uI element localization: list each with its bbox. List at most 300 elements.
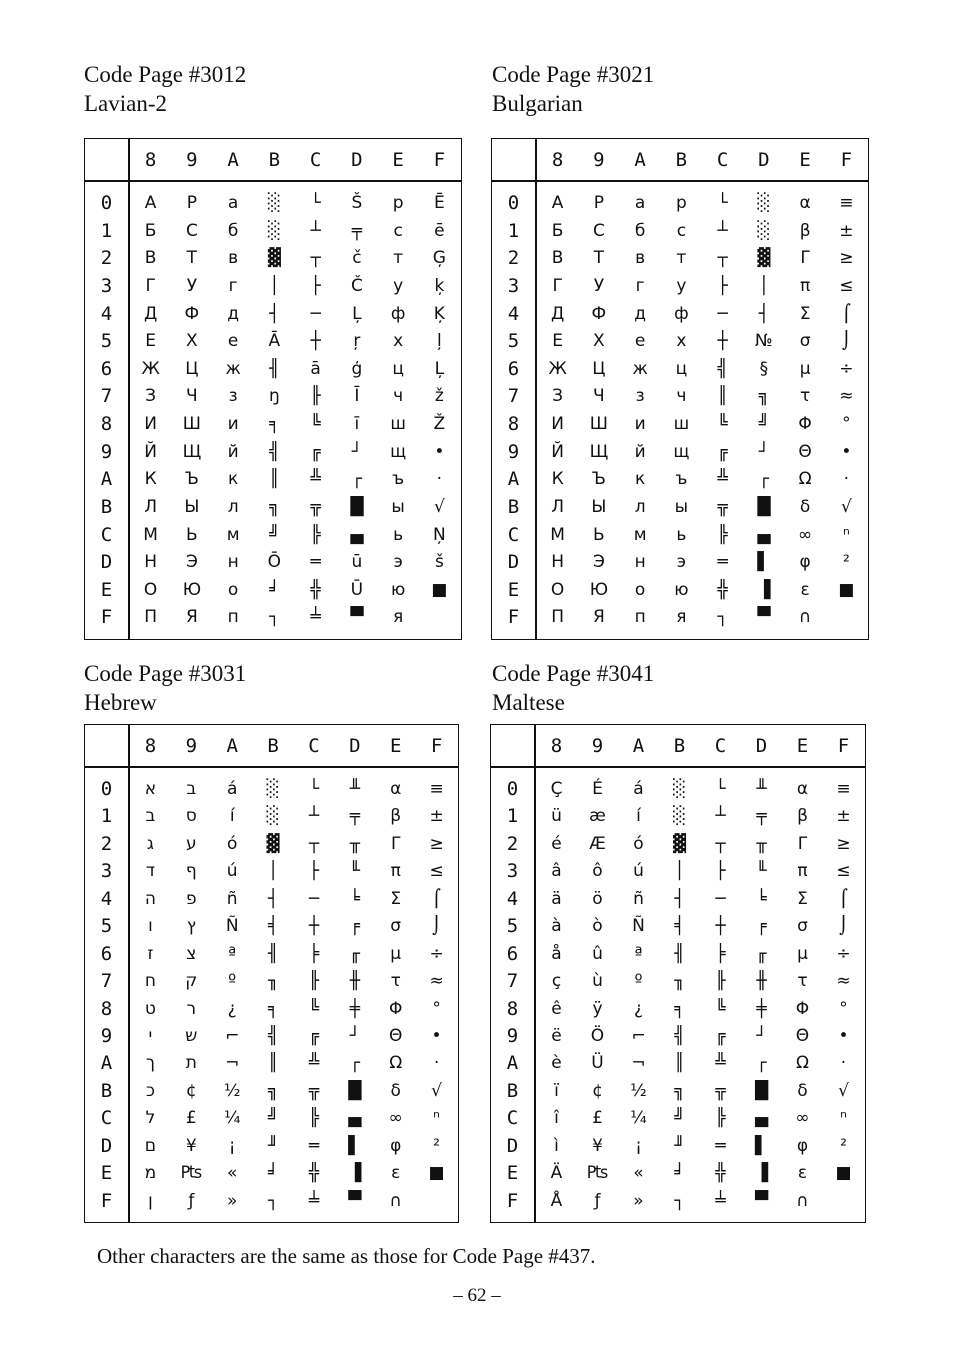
character-cell: ╩ [308,1053,320,1074]
character-cell: ╩ [717,469,728,490]
character-cell: Ч [593,386,605,407]
character-cell: ╔ [717,441,728,462]
character-cell: ъ [392,469,405,490]
character-cell: █ [754,1080,769,1101]
character-cell: ╜ [674,1135,685,1156]
character-cell: û [592,943,603,964]
character-cell: Σ [797,888,808,909]
character-cell: ù [592,971,603,992]
character-cell: ∩ [796,1190,809,1211]
character-cell: ך [145,1053,155,1074]
header-divider [492,180,868,182]
column-header: F [433,149,446,171]
character-cell: └ [717,193,728,213]
character-cell: ε [391,1163,401,1184]
character-cell: Р [593,193,604,213]
character-cell: ╠ [308,1108,320,1129]
character-cell: ⁿ [842,524,850,545]
character-cell: £ [592,1108,603,1129]
character-cell: ⌡ [841,331,851,352]
row-header: F [506,1189,519,1212]
character-cell: г [228,275,238,296]
row-header: 3 [100,274,113,297]
character-cell: • [841,441,852,462]
character-cell: ╒ [756,916,767,937]
character-cell: ë [551,1025,562,1046]
character-cell: Ō [267,552,282,573]
row-header: 1 [507,219,520,242]
character-cell: ÷ [429,943,444,964]
column-header: A [632,735,645,757]
character-cell: Щ [182,441,202,462]
row-header: 5 [507,330,520,353]
row-header: 5 [100,915,113,938]
character-cell: α [796,779,809,799]
character-cell: р [675,193,687,213]
character-cell: » [633,1190,644,1211]
character-cell: Я [592,607,605,628]
character-cell: ┘ [349,1025,360,1046]
character-cell: ╠ [715,1108,726,1129]
character-cell: ╣ [674,1025,685,1046]
character-cell: ╙ [756,861,767,882]
character-cell: § [759,358,769,379]
character-cell: Ñ [632,916,645,937]
character-cell: ê [551,998,562,1019]
character-cell: ╘ [349,888,360,909]
character-cell: ╧ [715,1190,726,1211]
character-cell: Р [186,193,197,213]
row-header: 6 [507,357,520,380]
row-header: 0 [100,778,113,800]
character-cell: ° [839,998,848,1019]
column-header: 9 [185,735,198,757]
character-cell: æ [589,806,606,827]
character-cell: ├ [310,275,321,296]
row-header: A [100,468,113,491]
row-header: B [506,1079,519,1102]
character-cell: Ū [350,579,364,600]
character-cell: Š [351,193,363,213]
character-cell: ÿ [592,998,603,1019]
character-cell: Ü [591,1053,604,1074]
character-cell: ═ [308,1135,320,1156]
character-cell: ⌡ [432,916,441,937]
row-header: 7 [507,385,520,408]
character-cell: ║ [674,1053,685,1074]
character-cell: У [593,275,605,296]
character-cell: ┘ [758,441,769,462]
character-cell: ╣ [717,358,728,379]
character-cell: ╨ [756,779,767,799]
column-header: D [755,735,768,757]
character-cell: √ [431,1080,442,1101]
character-cell: Γ [390,833,401,854]
character-cell: Ц [592,358,606,379]
character-cell: ▐ [754,1163,769,1184]
character-cell: ┘ [756,1025,767,1046]
character-cell: ÷ [836,943,851,964]
character-cell: и [634,414,646,434]
character-cell: Д [550,303,565,324]
character-cell: А [551,193,564,213]
row-header: 0 [100,192,113,214]
character-cell: ╗ [674,1080,685,1101]
character-cell: â [551,861,562,882]
character-cell: ╧ [310,607,321,628]
row-header: E [100,578,113,601]
row-header: 3 [506,860,519,883]
character-cell: ╓ [349,943,360,964]
code-page-language: Maltese [492,690,565,715]
character-cell: й [227,441,239,462]
character-cell: ╡ [267,916,279,937]
column-header: A [227,149,239,171]
character-cell: ° [842,414,851,434]
character-cell: ▀ [350,607,364,628]
character-cell: └ [310,193,321,213]
column-header: B [267,735,279,757]
character-cell: Ф [184,303,200,324]
character-cell: б [634,220,646,241]
character-cell: Г [145,275,156,296]
character-cell: ת [185,1053,197,1074]
column-header: F [840,149,853,171]
character-cell: ╖ [267,971,279,992]
character-cell: Θ [795,1025,810,1046]
code-page-table [84,724,459,1223]
character-cell: ≥ [429,833,444,854]
row-header: E [506,1162,519,1185]
character-cell: ▄ [757,524,771,545]
character-cell: щ [673,441,690,462]
character-cell: ║ [269,469,280,490]
character-cell: ┤ [269,303,280,324]
character-cell: е [634,331,646,352]
row-header: 4 [507,302,520,325]
character-cell: Ω [798,469,812,490]
row-header: 4 [100,302,113,325]
character-cell: ⌡ [839,916,848,937]
character-cell: ╥ [349,833,360,854]
character-cell: σ [390,916,402,937]
row-header: B [100,1079,113,1102]
column-header: A [634,149,646,171]
character-cell: ╚ [715,998,726,1019]
character-cell: ┐ [269,607,280,628]
character-cell: ä [551,888,562,909]
character-cell: ═ [310,552,321,573]
character-cell: א [144,779,157,799]
character-cell: ▌ [754,1135,769,1156]
character-cell: ы [391,496,405,517]
column-header: B [675,149,688,171]
character-cell: č [352,248,362,269]
character-cell: ┴ [715,806,726,827]
character-cell: К [551,469,564,490]
character-cell: ┐ [717,607,728,628]
character-cell: К [144,469,157,490]
character-cell: Х [186,331,198,352]
character-cell: м [633,524,647,545]
character-cell: Φ [388,998,403,1019]
code-page-name: Code Page #3041 [492,661,655,686]
character-cell: ⌠ [432,888,441,909]
character-cell: ╦ [717,496,728,517]
character-cell: ì [554,1135,559,1156]
column-header: 9 [593,149,605,171]
character-cell: π [800,275,811,296]
character-cell: ÷ [839,358,854,379]
character-cell: ô [592,861,603,882]
character-cell: Ļ [434,358,445,379]
character-cell: ט [144,998,156,1019]
row-header: 2 [506,832,519,855]
character-cell: г [635,275,645,296]
row-header: C [506,1107,519,1130]
character-cell: ж [225,358,241,379]
character-cell: Щ [589,441,609,462]
character-cell: п [227,607,239,628]
character-cell: ≥ [839,248,854,269]
code-page-name: Code Page #3031 [84,661,247,686]
character-cell: ╔ [310,441,321,462]
character-cell: ╞ [715,943,726,964]
character-cell: ú [633,861,644,882]
character-cell: Л [551,496,565,517]
character-cell: З [145,386,157,407]
row-header: 8 [100,413,113,435]
character-cell: • [434,441,445,462]
character-cell: ы [674,496,689,517]
character-cell: ┬ [308,833,320,854]
character-cell: ▄ [348,1108,362,1129]
character-cell: ╓ [756,943,767,964]
row-header: 0 [507,192,520,214]
row-header: 7 [506,970,519,993]
character-cell: ╗ [269,496,280,517]
footer-note: Other characters are the same as those for Code Page #437. [97,1244,596,1268]
row-header: B [507,495,520,518]
character-cell: ק [185,971,198,992]
character-cell [416,1188,457,1215]
character-cell: σ [799,331,811,352]
column-header: A [226,735,238,757]
character-cell: Ш [182,414,201,434]
row-header: 1 [506,805,519,828]
character-cell: ú [226,861,238,882]
character-cell: ▐ [757,579,771,600]
character-cell: « [633,1163,644,1184]
character-cell: ╗ [758,386,769,407]
character-cell: ▀ [754,1190,769,1211]
code-page-title [84,659,246,717]
row-header: 9 [506,1024,519,1047]
character-cell: α [390,779,402,799]
character-cell: מ [144,1163,157,1184]
character-cell: ч [393,386,404,407]
character-cell [419,604,460,632]
character-cell: ⁿ [433,1108,440,1129]
character-cell: ó [226,833,238,854]
character-cell: Θ [388,1025,403,1046]
character-cell: ¿ [633,998,644,1019]
character-cell: ░ [266,779,280,799]
header-divider [85,180,461,182]
row-header: 8 [506,997,519,1020]
character-cell: » [226,1190,238,1211]
code-page-table [84,138,462,640]
character-cell: ε [797,1163,808,1184]
character-cell: к [634,469,646,490]
character-cell: á [633,779,644,799]
character-cell: ∩ [798,607,812,628]
character-cell: ŋ [268,386,280,407]
character-cell: á [226,779,238,799]
character-cell: ≡ [429,779,444,799]
character-cell: Ö [590,1025,605,1046]
character-cell: · [840,1053,847,1074]
character-cell: Д [143,303,158,324]
character-cell: ■ [431,579,448,600]
row-header: C [100,1107,113,1130]
character-cell: ╧ [308,1190,320,1211]
character-cell: с [393,220,403,241]
character-cell: м [226,524,240,545]
character-cell: у [393,275,404,296]
character-cell: ב [145,806,156,827]
character-cell: ╕ [267,998,279,1019]
character-cell: צ [186,943,197,964]
character-cell: µ [799,358,811,379]
character-cell: ╣ [267,1025,279,1046]
row-header: 6 [100,357,113,380]
character-cell: √ [433,496,445,517]
character-cell: Ж [548,358,567,379]
character-cell: Ц [185,358,199,379]
character-cell: ╠ [717,524,728,545]
character-cell: т [676,248,687,269]
character-cell: ≈ [836,971,851,992]
character-cell: у [676,275,687,296]
character-cell: ╚ [717,414,728,434]
column-header: E [799,149,811,171]
character-cell: φ [796,1135,809,1156]
character-cell: ש [185,1025,198,1046]
row-header: E [507,578,520,601]
character-cell: Л [144,496,158,517]
character-cell: ╢ [674,943,685,964]
character-cell: ¡ [635,1135,642,1156]
row-header: 4 [100,887,113,910]
character-cell: │ [267,861,279,882]
character-cell: ┬ [715,833,726,854]
character-cell: ם [144,1135,157,1156]
character-cell: ס [185,806,197,827]
character-cell: É [592,779,603,799]
character-cell: í [229,806,235,827]
column-header: D [349,735,361,757]
character-cell: ▀ [757,607,771,628]
character-cell: ▌ [348,1135,362,1156]
character-cell: З [552,386,564,407]
character-cell: Ä [550,1163,563,1184]
row-header: D [506,1134,519,1157]
character-cell: ב [186,779,197,799]
character-cell: Φ [798,414,812,434]
character-cell: ½ [223,1080,241,1101]
character-cell: º [228,971,237,992]
header-divider [85,766,458,768]
character-cell: ķ [434,275,445,296]
character-cell: ├ [717,275,728,296]
character-cell: ╔ [715,1025,726,1046]
column-header: C [716,149,729,171]
character-cell: ן [148,1190,153,1211]
character-cell: █ [757,496,771,517]
column-header: 9 [591,735,604,757]
character-cell: ƒ [188,1190,195,1211]
character-cell: ≈ [839,386,854,407]
character-cell: ╦ [310,496,321,517]
character-cell: • [431,1025,442,1046]
character-cell: ┌ [349,1053,360,1074]
character-cell: δ [797,1080,808,1101]
character-cell: ║ [717,386,728,407]
character-cell: ░ [266,806,280,827]
character-cell: ⌐ [225,1025,240,1046]
row-header: A [506,1052,519,1075]
character-cell: Й [144,441,157,462]
character-cell: Ш [589,414,608,434]
header-divider [491,766,865,768]
character-cell: ш [673,414,690,434]
character-cell: д [634,303,646,324]
character-cell: í [636,806,641,827]
character-cell: М [550,524,565,545]
character-cell: ║ [267,1053,279,1074]
row-header: 7 [100,970,113,993]
character-cell: Ъ [591,469,606,490]
character-cell: ε [800,579,810,600]
character-cell: Т [186,248,198,269]
character-cell: л [634,496,646,517]
character-cell: ╡ [674,916,685,937]
character-cell: ъ [675,469,688,490]
character-cell: ž [434,386,444,407]
character-cell: ┤ [674,888,685,909]
character-cell: π [797,861,808,882]
character-cell: └ [308,779,320,799]
row-header: A [100,1052,113,1075]
row-header: 1 [100,219,113,242]
character-cell: ▓ [266,833,280,854]
character-cell: ц [675,358,688,379]
character-cell: Γ [800,248,810,269]
character-cell: ū [351,552,363,573]
character-cell: ╦ [715,1080,726,1101]
character-cell: š [434,552,444,573]
row-header: 6 [100,942,113,965]
character-cell: ▐ [348,1163,362,1184]
character-cell: и [227,414,239,434]
column-header: E [389,735,402,757]
character-cell: ╛ [674,1163,685,1184]
row-header: 3 [100,860,113,883]
character-cell: · [433,1053,440,1074]
character-cell: х [393,331,404,352]
character-cell: ¼ [223,1108,241,1129]
